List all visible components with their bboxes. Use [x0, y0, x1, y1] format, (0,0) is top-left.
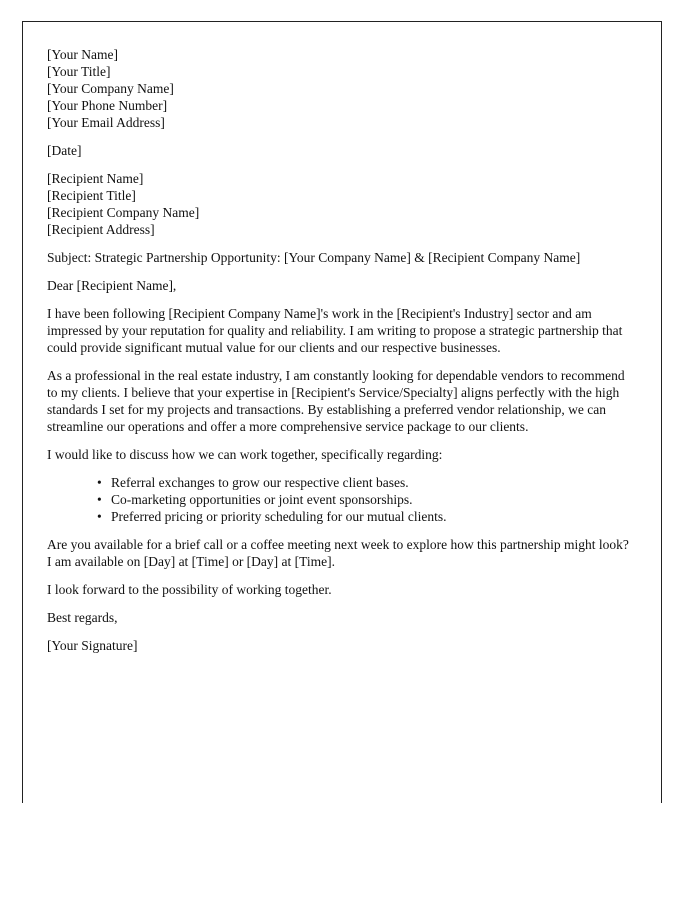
recipient-company: [Recipient Company Name]: [47, 205, 200, 220]
body-paragraph-4: I look forward to the possibility of working together.: [47, 582, 332, 597]
list-item: • Preferred pricing or priority scheduling for our mutual clients.: [47, 508, 631, 525]
sender-address-block: [47, 46, 631, 131]
recipient-title: [Recipient Title]: [47, 188, 136, 203]
sender-phone: [Your Phone Number]: [47, 98, 168, 113]
letter-body: [23, 22, 661, 654]
sender-name: [Your Name]: [47, 47, 118, 62]
salutation: Dear [Recipient Name],: [47, 278, 177, 293]
body-paragraph-3: Are you available for a brief call or a coffee meeting next week to explore how this partnership might look? I am available on [Day] at [Time] or [Day] at [Time].: [47, 537, 629, 569]
list-item: • Referral exchanges to grow our respective client bases.: [47, 474, 631, 491]
recipient-address-block: [47, 170, 631, 238]
body-paragraph-2: As a professional in the real estate industry, I am constantly looking for dependable vendors to recommend to my clients. I believe that your expertise in [Recipient's Service/Specialty] aligns perfectly with the high standards I set for my projects and transactions. By establishing a preferred vendor relationship, we can streamline our operations and offer a more comprehensive service package to our clients.: [47, 368, 625, 434]
document-page: [22, 21, 662, 803]
sender-email: [Your Email Address]: [47, 115, 165, 130]
sender-title: [Your Title]: [47, 64, 111, 79]
signature-line: [Your Signature]: [47, 638, 138, 653]
partnership-topics-list: [47, 474, 631, 525]
recipient-address: [Recipient Address]: [47, 222, 155, 237]
sender-company: [Your Company Name]: [47, 81, 174, 96]
list-item: • Co-marketing opportunities or joint event sponsorships.: [47, 491, 631, 508]
closing-salutation: Best regards,: [47, 610, 118, 625]
letter-date: [Date]: [47, 143, 82, 158]
list-intro: I would like to discuss how we can work together, specifically regarding:: [47, 447, 443, 462]
subject-line: Subject: Strategic Partnership Opportunity: [Your Company Name] & [Recipient Company Name]: [47, 250, 581, 265]
body-paragraph-1: I have been following [Recipient Company Name]'s work in the [Recipient's Industry] sector and am impressed by your reputation for quality and reliability. I am writing to propose a strategic partnership that could provide significant mutual value for our clients and our respective businesses.: [47, 306, 623, 355]
recipient-name: [Recipient Name]: [47, 171, 144, 186]
